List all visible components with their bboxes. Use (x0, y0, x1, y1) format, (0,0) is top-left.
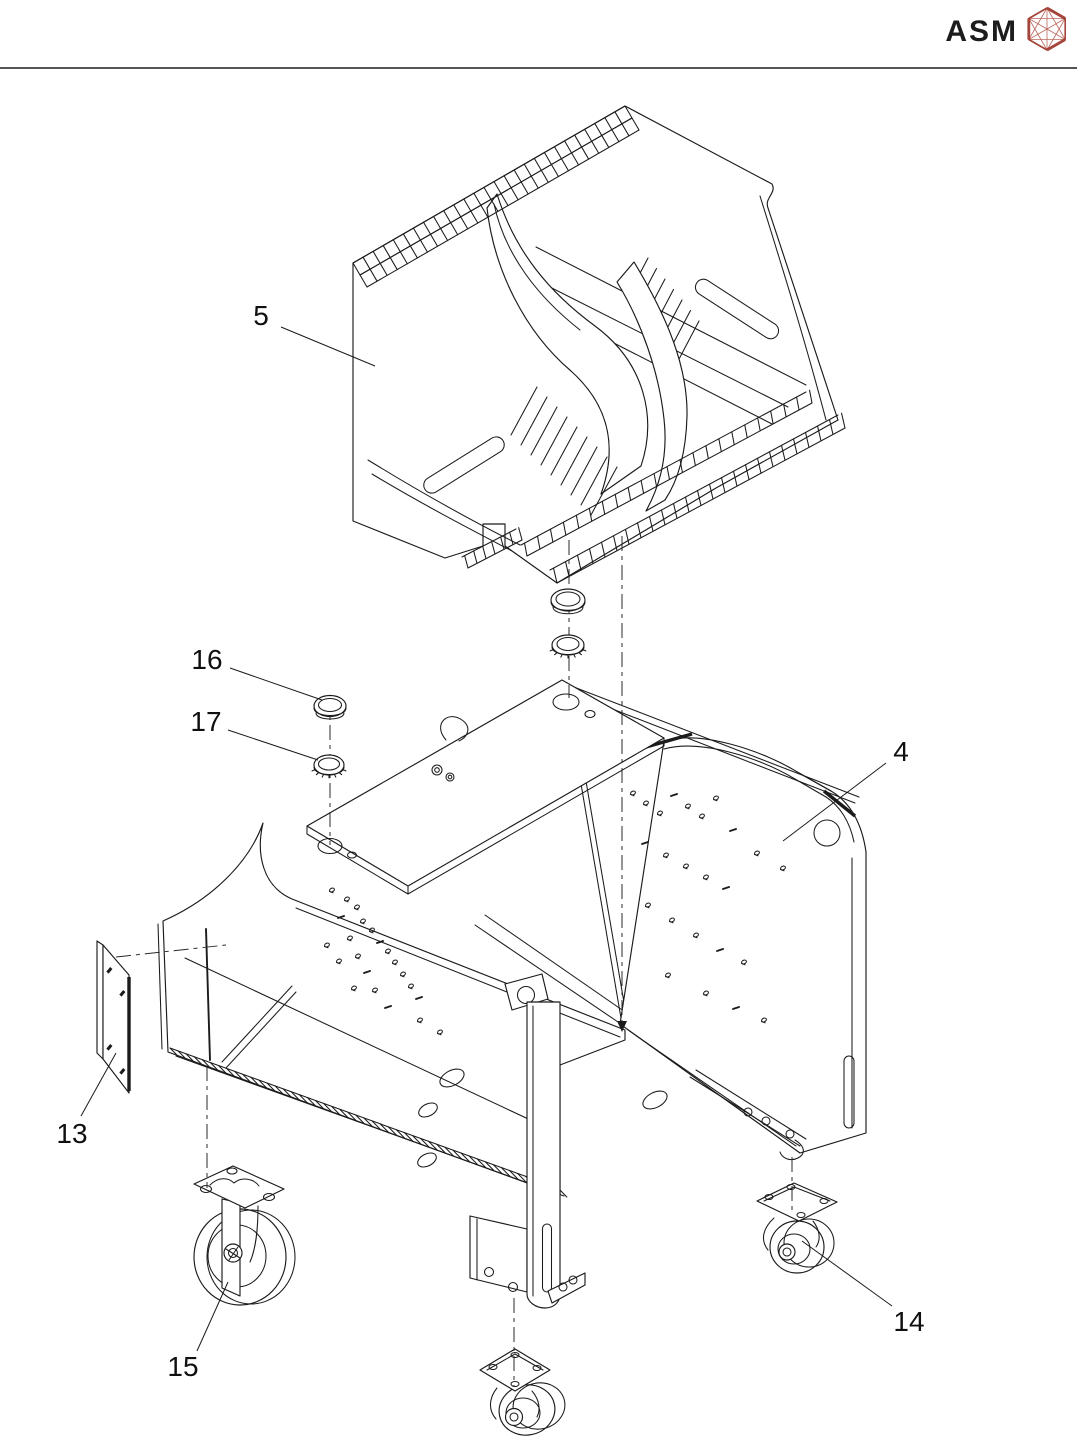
asm-hexagon-logo-icon (1029, 8, 1065, 50)
caster-fixed-15 (194, 1166, 295, 1305)
cover-plate-13 (97, 941, 129, 1093)
callout-14-leader (802, 1241, 892, 1306)
leg-column (527, 1002, 560, 1308)
ring-17 (312, 755, 346, 778)
frame-assembly (158, 680, 866, 1308)
callout-13-leader (81, 1053, 116, 1116)
side-panel-4 (620, 734, 866, 1153)
caster-swivel-center (480, 1349, 569, 1440)
callout-5: 5 (253, 300, 269, 331)
callout-16: 16 (191, 644, 223, 675)
callout-17-leader (228, 730, 318, 760)
callout-4: 4 (893, 736, 909, 767)
caster-swivel-14 (757, 1183, 837, 1273)
page-header (0, 8, 1077, 68)
callout-16-leader (230, 668, 322, 700)
callout-14: 14 (893, 1306, 925, 1337)
grommet-upper (551, 589, 585, 614)
ring-lower (550, 635, 586, 658)
callout-15: 15 (167, 1351, 199, 1382)
callout-13: 13 (56, 1118, 88, 1149)
frame-top-plate (307, 680, 664, 894)
hopper-assembly (353, 106, 845, 583)
brand-logo-text: ASM (945, 15, 1018, 48)
callout-17: 17 (190, 706, 222, 737)
